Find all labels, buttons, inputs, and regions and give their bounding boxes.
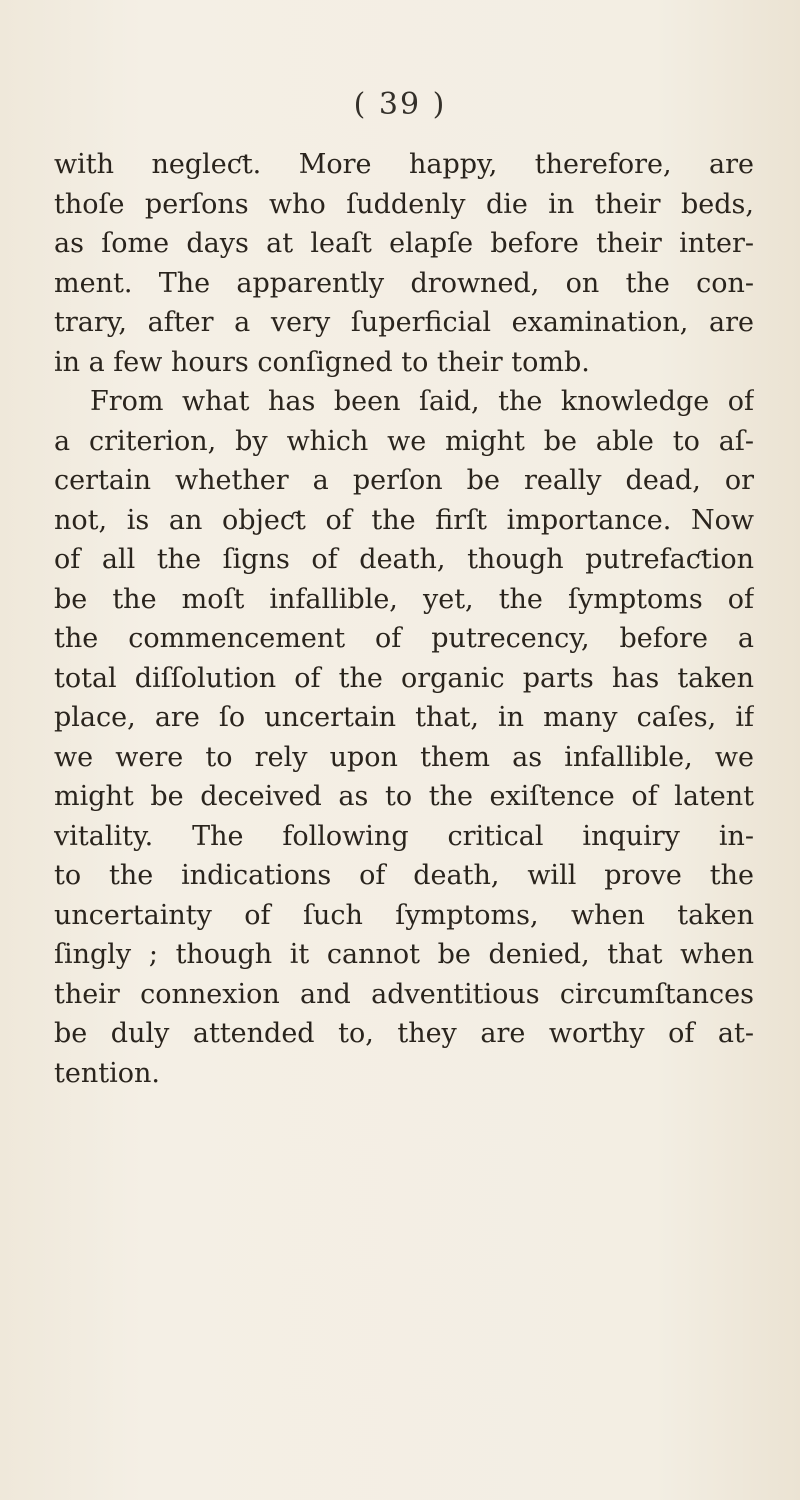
text-line-9: certain whether a perſon be really dead, or	[54, 465, 754, 496]
text-line-20: uncertainty of ſuch ſymptoms, when taken	[54, 899, 754, 931]
text-line-12: be the moſt infallible, yet, the ſymptoms of	[54, 583, 754, 615]
text-line-1: with negleƈt. More happy, therefore, are	[54, 149, 754, 180]
text-line-18: vitality. The following critical inquiry in-	[54, 820, 754, 852]
text-line-24: tention.	[54, 1057, 160, 1089]
text-line-6: in a few hours conſigned to their tomb.	[54, 346, 590, 378]
text-line-5: trary, after a very ſuperficial examination, are	[54, 307, 754, 338]
text-line-15: place, are ſo uncertain that, in many caſes, if	[54, 702, 754, 733]
body-text	[54, 145, 754, 1093]
page-number: ( 39 )	[353, 87, 447, 122]
text-line-21: ſingly ; though it cannot be denied, that when	[54, 939, 754, 970]
text-line-11: of all the ſigns of death, though putrefaƈtion	[54, 544, 754, 575]
text-line-4: ment. The apparently drowned, on the con-	[54, 267, 754, 299]
text-line-19: to the indications of death, will prove the	[54, 860, 754, 891]
text-line-10: not, is an objeƈt of the firſt importance. Now	[54, 504, 754, 536]
text-line-2: thoſe perſons who ſuddenly die in their beds,	[54, 188, 754, 220]
text-line-16: we were to rely upon them as infallible, we	[54, 741, 754, 773]
text-line-13: the commencement of putrecency, before a	[54, 623, 754, 654]
text-line-17: might be deceived as to the exiſtence of latent	[54, 781, 754, 812]
text-line-3: as ſome days at leaſt elapſe before their inter-	[54, 228, 754, 259]
text-line-7: From what has been ſaid, the knowledge of	[90, 386, 754, 417]
text-line-23: be duly attended to, they are worthy of at-	[54, 1018, 754, 1049]
text-line-22: their connexion and adventitious circumſtances	[54, 978, 754, 1010]
text-line-8: a criterion, by which we might be able to aſ-	[54, 425, 754, 457]
text-line-14: total diſſolution of the organic parts has taken	[54, 662, 754, 694]
